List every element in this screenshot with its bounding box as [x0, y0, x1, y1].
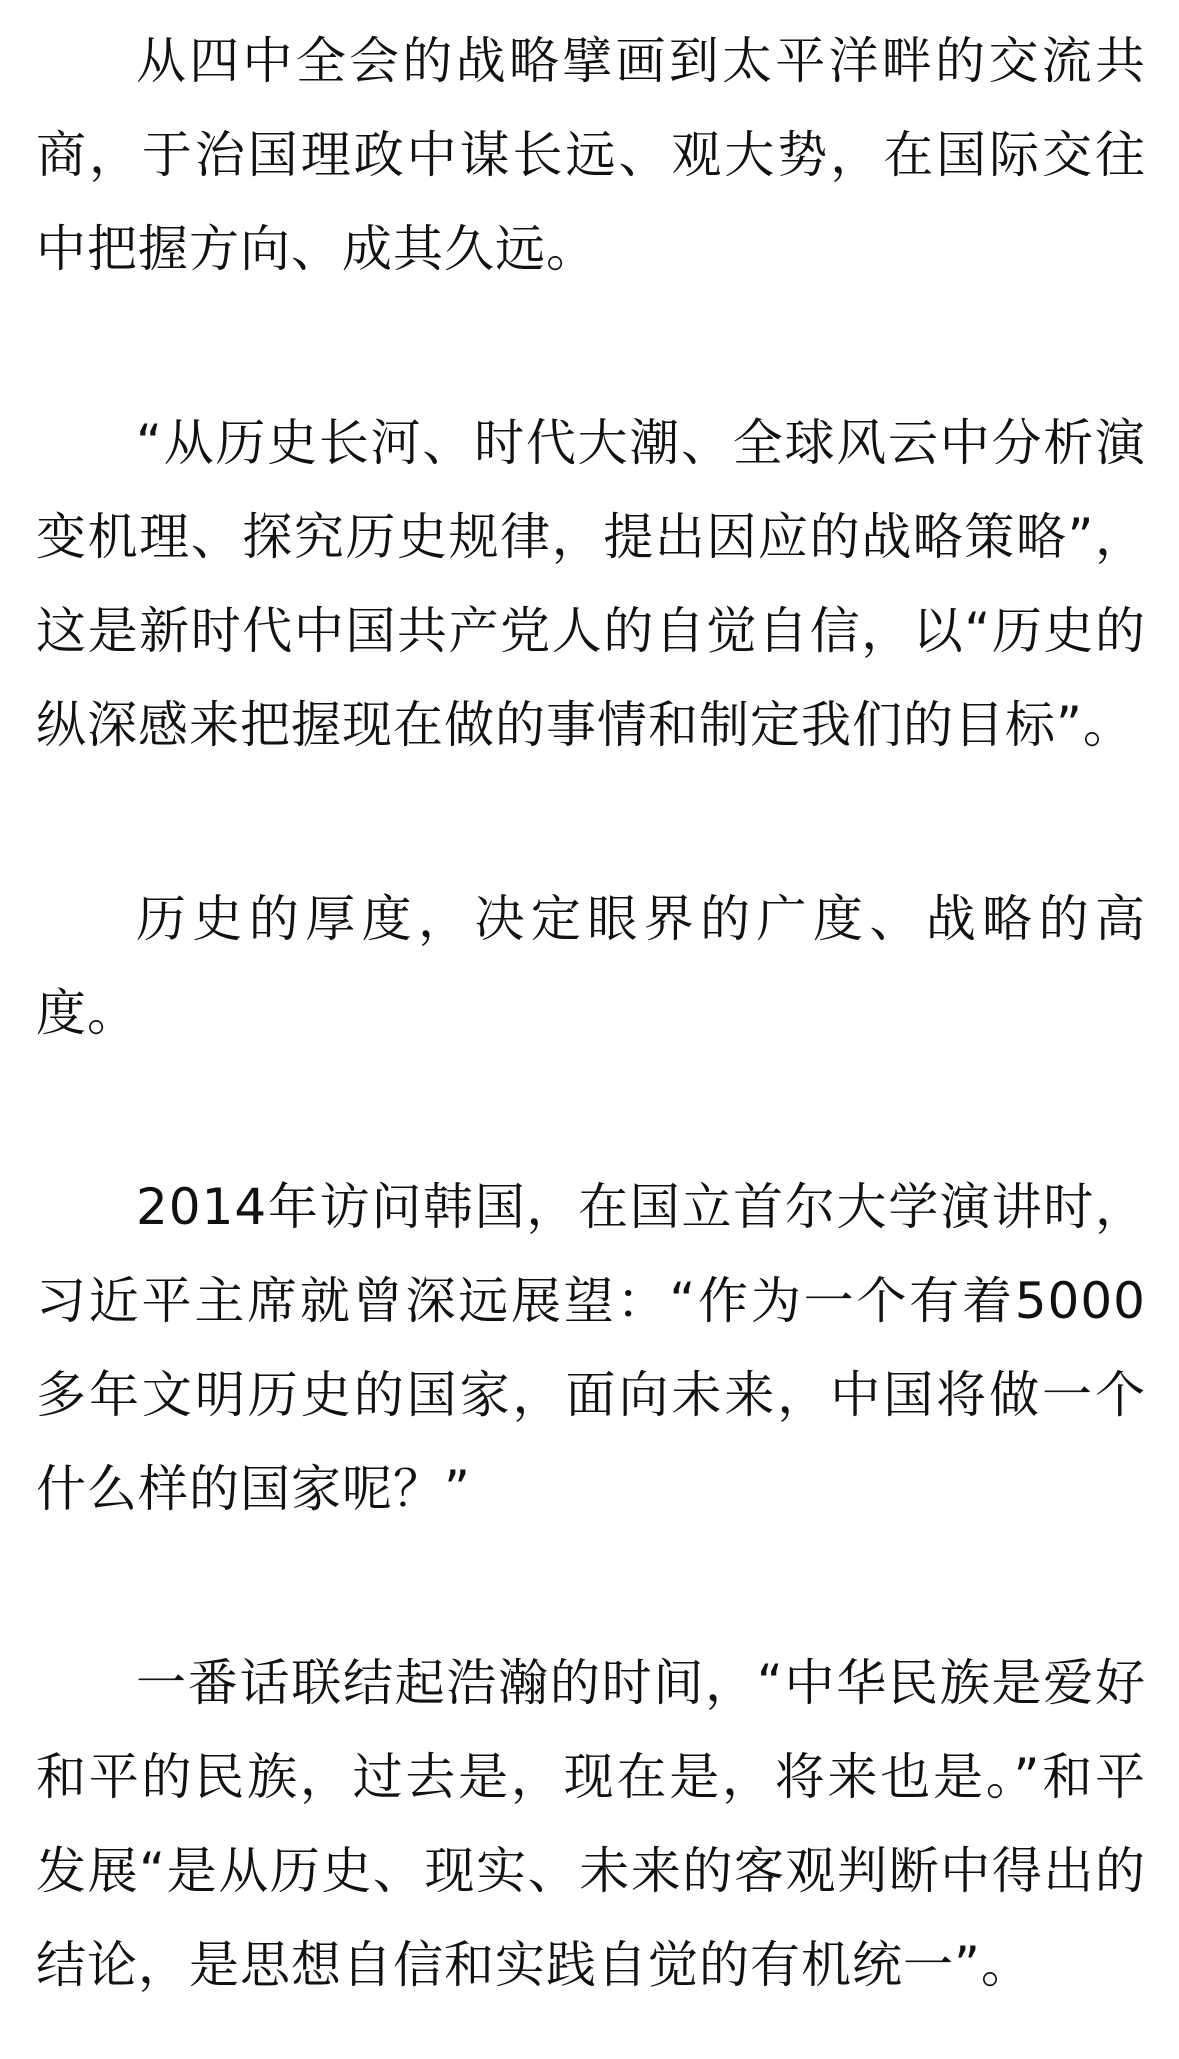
paragraph-1: 从四中全会的战略擘画到太平洋畔的交流共商，于治国理政中谋长远、观大势，在国际交往中把握方向、成其久远。	[36, 32, 1146, 278]
article-body	[36, 14, 1146, 2012]
paragraph-5: 一番话联结起浩瀚的时间，“中华民族是爱好和平的民族，过去是，现在是，将来也是。”和平发展“是从历史、现实、未来的客观判断中得出的结论，是思想自信和实践自觉的有机统一”。	[36, 1654, 1146, 1994]
paragraph-3: 历史的厚度，决定眼界的广度、战略的高度。	[36, 890, 1146, 1042]
paragraph-4: 2014年访问韩国，在国立首尔大学演讲时，习近平主席就曾深远展望：“作为一个有着5000多年文明历史的国家，面向未来，中国将做一个什么样的国家呢？”	[36, 1178, 1146, 1518]
paragraph-2: “从历史长河、时代大潮、全球风云中分析演变机理、探究历史规律，提出因应的战略策略”，这是新时代中国共产党人的自觉自信，以“历史的纵深感来把握现在做的事情和制定我们的目标”。	[36, 414, 1146, 754]
